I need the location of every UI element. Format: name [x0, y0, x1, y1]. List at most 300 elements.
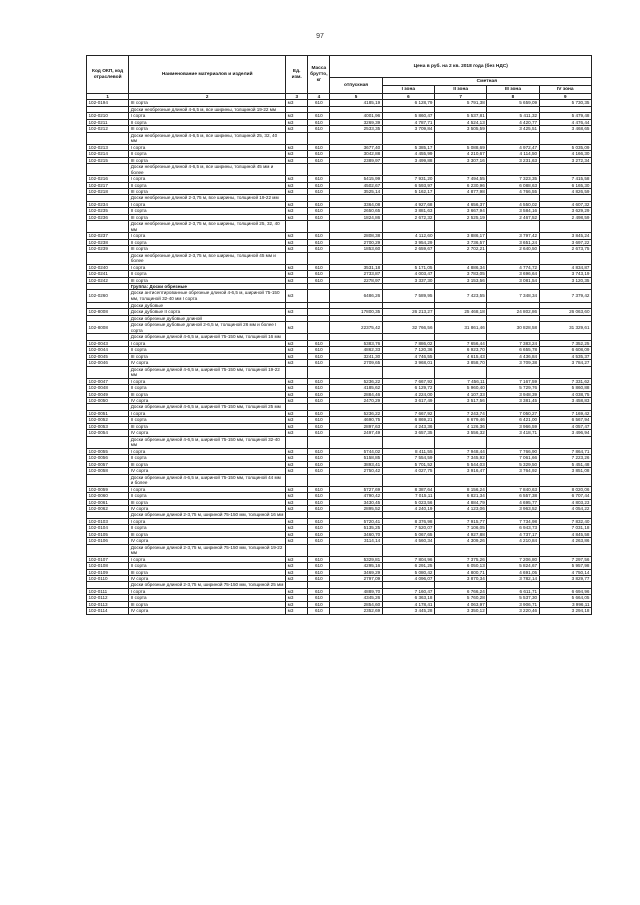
zone-2-price-cell: 2 702,21	[435, 246, 487, 252]
unit-cell: м3	[286, 176, 308, 182]
column-number: 1	[87, 94, 129, 100]
empty-cell	[308, 544, 330, 556]
code-cell: 102-0210	[87, 113, 129, 119]
zone-1-price-cell: 4 746,55	[382, 353, 434, 359]
zone-3-price-cell: 3 948,39	[487, 391, 539, 397]
unit-cell: м3	[286, 208, 308, 214]
zone-4-price-cell: 5 664,05	[539, 595, 591, 601]
zone-3-price-cell: 3 418,71	[487, 430, 539, 436]
zone-4-price-cell: 7 379,42	[539, 290, 591, 302]
release-price-cell: 2352,69	[330, 608, 382, 614]
zone-4-price-cell: 2 498,59	[539, 214, 591, 220]
mass-cell: 610	[308, 505, 330, 511]
unit-cell: м3	[286, 486, 308, 492]
empty-cell	[308, 315, 330, 322]
unit-cell: м3	[286, 385, 308, 391]
zone-3-price-cell: 5 659,09	[487, 100, 539, 106]
zone-3-price-cell: 7 383,24	[487, 341, 539, 347]
code-cell: 102-0060	[87, 493, 129, 499]
zone-3-price-cell: 3 797,42	[487, 233, 539, 239]
zone-4-price-cell: 6 165,30	[539, 182, 591, 188]
release-price-cell: 2733,87	[330, 271, 382, 277]
zone-1-price-cell: 3 657,35	[382, 430, 434, 436]
material-name-cell: Доски необрезные длиной 4-6,5 м, все ширины, толщиной 19-22 мм	[129, 106, 286, 113]
zone-1-price-cell: 5 860,47	[382, 113, 434, 119]
release-price-cell: 4502,67	[330, 182, 382, 188]
empty-cell	[286, 544, 308, 556]
mass-cell: 610	[308, 391, 330, 397]
mass-cell: 610	[308, 486, 330, 492]
release-price-cell: 1824,86	[330, 214, 382, 220]
empty-cell	[286, 315, 308, 322]
release-price-cell: 3241,30	[330, 353, 382, 359]
zone-1-price-cell: 3 617,49	[382, 398, 434, 404]
zone-3-price-cell: 7 766,90	[487, 448, 539, 454]
mass-cell: 610	[308, 525, 330, 531]
code-cell: 102-0103	[87, 518, 129, 524]
empty-cell	[487, 544, 539, 556]
zone-1-price-cell: 8 411,55	[382, 448, 434, 454]
mass-cell: 610	[308, 455, 330, 461]
material-name-cell: I сорта	[129, 341, 286, 347]
zone-3-price-cell: 4 210,84	[487, 538, 539, 544]
empty-cell	[382, 164, 434, 176]
mass-cell: 610	[308, 595, 330, 601]
table-row	[87, 608, 592, 614]
mass-cell: 610	[308, 608, 330, 614]
empty-cell	[539, 512, 591, 519]
empty-cell	[286, 436, 308, 448]
code-cell: 102-0260	[87, 290, 129, 302]
release-price-cell: 5720,41	[330, 518, 382, 524]
table-row	[87, 290, 592, 302]
code-cell: 102-0048	[87, 385, 129, 391]
code-cell: 102-0112	[87, 595, 129, 601]
material-name-cell: III сорта	[129, 157, 286, 163]
empty-cell	[539, 252, 591, 264]
code-cell: 102-0047	[87, 378, 129, 384]
subgroup-header-row	[87, 404, 592, 411]
zone-4-price-cell: 5 479,48	[539, 113, 591, 119]
release-price-cell: 2884,46	[330, 391, 382, 397]
code-cell: 102-0235	[87, 208, 129, 214]
code-cell	[87, 582, 129, 589]
code-cell	[87, 474, 129, 486]
release-price-cell: 5329,81	[330, 556, 382, 562]
empty-cell	[330, 474, 382, 486]
mass-cell: 610	[308, 264, 330, 270]
zone-3-price-cell: 3 764,92	[487, 468, 539, 474]
header-zone-4: IV зона	[539, 86, 591, 94]
empty-cell	[435, 474, 487, 486]
zone-4-price-cell: 7 169,42	[539, 411, 591, 417]
zone-2-price-cell: 7 915,77	[435, 518, 487, 524]
empty-cell	[487, 582, 539, 589]
unit-cell: м3	[286, 499, 308, 505]
material-name-cell: II сорта	[129, 525, 286, 531]
mass-cell: 610	[308, 461, 330, 467]
empty-cell	[286, 132, 308, 144]
zone-1-price-cell: 3 445,28	[382, 608, 434, 614]
code-cell	[87, 334, 129, 341]
material-name-cell: I сорта	[129, 113, 286, 119]
material-name-cell: II сорта	[129, 208, 286, 214]
mass-cell: 610	[308, 233, 330, 239]
unit-cell: м3	[286, 601, 308, 607]
zone-1-price-cell: 7 160,47	[382, 588, 434, 594]
unit-cell: м3	[286, 100, 308, 106]
release-price-cell: 2750,42	[330, 468, 382, 474]
unit-cell: м3	[286, 493, 308, 499]
subgroup-header-row	[87, 302, 592, 309]
zone-1-price-cell: 4 096,07	[382, 575, 434, 581]
material-name-cell: IV сорта	[129, 398, 286, 404]
zone-3-price-cell: 3 696,64	[487, 271, 539, 277]
unit-cell: м3	[286, 126, 308, 132]
empty-cell	[435, 195, 487, 202]
unit-cell: м3	[286, 119, 308, 125]
material-name-cell: II сорта	[129, 595, 286, 601]
empty-cell	[435, 334, 487, 341]
zone-2-price-cell: 3 858,70	[435, 360, 487, 366]
header-estimate: Сметная	[382, 78, 591, 86]
zone-3-price-cell: 6 943,73	[487, 525, 539, 531]
unit-cell: м3	[286, 309, 308, 315]
zone-2-price-cell: 3 350,12	[435, 608, 487, 614]
mass-cell: 610	[308, 430, 330, 436]
zone-3-price-cell: 4 691,05	[487, 569, 539, 575]
release-price-cell: 4862,33	[330, 347, 382, 353]
code-cell: 102-0194	[87, 100, 129, 106]
unit-cell: м3	[286, 246, 308, 252]
release-price-cell: 3469,29	[330, 569, 382, 575]
column-number: 7	[435, 94, 487, 100]
zone-1-price-cell: 3 954,29	[382, 239, 434, 245]
zone-3-price-cell: 3 651,24	[487, 239, 539, 245]
unit-cell: м3	[286, 455, 308, 461]
subgroup-header-row	[87, 544, 592, 556]
empty-cell	[382, 404, 434, 411]
material-name-cell: IV сорта	[129, 538, 286, 544]
zone-1-price-cell: 4 240,19	[382, 505, 434, 511]
empty-cell	[382, 474, 434, 486]
zone-2-price-cell: 5 544,03	[435, 461, 487, 467]
zone-3-price-cell: 7 323,35	[487, 176, 539, 182]
zone-2-price-cell: 5 760,28	[435, 595, 487, 601]
subgroup-header-row	[87, 366, 592, 378]
code-cell	[87, 544, 129, 556]
zone-3-price-cell: 3 966,59	[487, 423, 539, 429]
empty-cell	[382, 195, 434, 202]
zone-2-price-cell: 7 375,26	[435, 556, 487, 562]
code-cell: 102-0113	[87, 601, 129, 607]
zone-3-price-cell: 3 425,51	[487, 126, 539, 132]
empty-cell	[435, 544, 487, 556]
material-name-cell: Доски необрезные длиной 2-3,75 м, все ширины, толщиной 45 мм и более	[129, 252, 286, 264]
mass-cell	[308, 322, 330, 334]
unit-cell: м3	[286, 430, 308, 436]
zone-3-price-cell: 3 220,46	[487, 608, 539, 614]
zone-4-price-cell: 6 694,96	[539, 588, 591, 594]
material-name-cell: Доски обрезные длиной 2-3,75 м, шириной 75-150 мм, толщиной 25 мм	[129, 582, 286, 589]
empty-cell	[308, 436, 330, 448]
empty-cell	[539, 195, 591, 202]
code-cell: 102-0058	[87, 468, 129, 474]
release-price-cell: 5236,22	[330, 411, 382, 417]
code-cell	[87, 252, 129, 264]
empty-cell	[308, 164, 330, 176]
release-price-cell: 3677,40	[330, 144, 382, 150]
zone-4-price-cell: 3 829,77	[539, 575, 591, 581]
material-name-cell: II сорта	[129, 271, 286, 277]
zone-4-price-cell: 4 845,58	[539, 531, 591, 537]
mass-cell: 610	[308, 531, 330, 537]
code-cell: 102-0216	[87, 176, 129, 182]
code-cell: 102-0239	[87, 246, 129, 252]
empty-cell	[539, 132, 591, 144]
empty-cell	[487, 366, 539, 378]
zone-3-price-cell: 4 766,55	[487, 189, 539, 195]
subgroup-header-row	[87, 164, 592, 176]
mass-cell: 610	[308, 126, 330, 132]
zone-1-price-cell: 32 766,56	[382, 322, 434, 334]
mass-cell: 610	[308, 448, 330, 454]
unit-cell: м3	[286, 182, 308, 188]
zone-3-price-cell: 4 114,50	[487, 151, 539, 157]
zone-2-price-cell: 4 656,37	[435, 202, 487, 208]
zone-2-price-cell: 7 656,44	[435, 341, 487, 347]
zone-3-price-cell: 5 824,67	[487, 563, 539, 569]
empty-cell	[539, 221, 591, 233]
zone-1-price-cell: 8 387,64	[382, 486, 434, 492]
material-name-cell: I сорта	[129, 556, 286, 562]
zone-2-price-cell: 5 537,81	[435, 113, 487, 119]
code-cell	[87, 404, 129, 411]
zone-4-price-cell: 7 031,18	[539, 525, 591, 531]
zone-3-price-cell: 7 061,66	[487, 455, 539, 461]
zone-3-price-cell: 4 774,72	[487, 264, 539, 270]
release-price-cell: 4889,70	[330, 588, 382, 594]
mass-cell: 610	[308, 538, 330, 544]
release-price-cell: 1853,60	[330, 246, 382, 252]
zone-3-price-cell: 5 329,50	[487, 461, 539, 467]
column-number: 9	[539, 94, 591, 100]
code-cell: 102-0241	[87, 271, 129, 277]
zone-4-price-cell: 7 415,58	[539, 176, 591, 182]
zone-3-price-cell: 7 206,80	[487, 556, 539, 562]
zone-4-price-cell: 3 272,34	[539, 157, 591, 163]
release-price-cell: 3525,14	[330, 189, 382, 195]
empty-cell	[308, 404, 330, 411]
header-price-title: Цена в руб. на 2 кв. 2018 года (без НДС)	[330, 56, 592, 78]
mass-cell: 610	[308, 569, 330, 575]
zone-3-price-cell: 3 584,16	[487, 208, 539, 214]
material-name-cell: III сорта	[129, 126, 286, 132]
unit-cell: м3	[286, 538, 308, 544]
mass-cell: 610	[308, 100, 330, 106]
zone-2-price-cell: 4 800,71	[435, 569, 487, 575]
release-price-cell: 3893,41	[330, 461, 382, 467]
zone-1-price-cell: 4 243,36	[382, 423, 434, 429]
mass-cell: 610	[308, 208, 330, 214]
code-cell	[87, 302, 129, 309]
empty-cell	[308, 334, 330, 341]
zone-2-price-cell: 3 153,56	[435, 277, 487, 283]
zone-1-price-cell: 26 213,27	[382, 309, 434, 315]
column-number: 4	[308, 94, 330, 100]
release-price-cell: 22375,42	[330, 322, 382, 334]
empty-cell	[539, 404, 591, 411]
unit-cell: м3	[286, 271, 308, 277]
zone-4-price-cell: 3 468,65	[539, 126, 591, 132]
zone-2-price-cell: 4 107,33	[435, 391, 487, 397]
code-cell: 102-0108	[87, 563, 129, 569]
mass-cell: 610	[308, 239, 330, 245]
zone-3-price-cell: 2 467,52	[487, 214, 539, 220]
material-name-cell: Доски обрезные длиной 2-3,75 м, шириной 75-150 мм, толщиной 19-22 мм	[129, 544, 286, 556]
mass-cell: 610	[308, 601, 330, 607]
subgroup-header-row	[87, 132, 592, 144]
zone-1-price-cell: 5 080,42	[382, 569, 434, 575]
subgroup-header-row	[87, 221, 592, 233]
zone-2-price-cell: 7 456,11	[435, 378, 487, 384]
zone-2-price-cell: 31 861,46	[435, 322, 487, 334]
zone-1-price-cell: 4 455,99	[382, 151, 434, 157]
unit-cell: м3	[286, 575, 308, 581]
empty-cell	[330, 436, 382, 448]
material-name-cell: II сорта	[129, 563, 286, 569]
subgroup-header-row	[87, 106, 592, 113]
material-name-cell: Доски антисептированные обрезные длиной 4-6,5 м, шириной 75-150 мм, толщиной 32-40 мм I сорта	[129, 290, 286, 302]
unit-cell: м3	[286, 239, 308, 245]
subgroup-header-row	[87, 474, 592, 486]
unit-cell: м3	[286, 398, 308, 404]
unit-cell: м3	[286, 563, 308, 569]
release-price-cell: 2470,29	[330, 398, 382, 404]
zone-1-price-cell: 5 067,65	[382, 531, 434, 537]
empty-cell	[286, 252, 308, 264]
release-price-cell: 4690,75	[330, 417, 382, 423]
unit-cell: м3	[286, 595, 308, 601]
zone-2-price-cell: 3 916,47	[435, 468, 487, 474]
release-price-cell: 5158,85	[330, 455, 382, 461]
code-cell	[87, 195, 129, 202]
empty-cell	[435, 164, 487, 176]
zone-4-price-cell: 3 845,24	[539, 233, 591, 239]
material-name-cell: III сорта	[129, 214, 286, 220]
zone-4-price-cell: 3 851,08	[539, 468, 591, 474]
zone-1-price-cell: 2 672,32	[382, 214, 434, 220]
material-name-cell: III сорта	[129, 531, 286, 537]
unit-cell: м3	[286, 417, 308, 423]
subgroup-header-row	[87, 252, 592, 264]
empty-cell	[382, 315, 434, 322]
mass-cell: 610	[308, 271, 330, 277]
zone-3-price-cell: 5 411,32	[487, 113, 539, 119]
mass-cell: 610	[308, 493, 330, 499]
empty-cell	[308, 221, 330, 233]
zone-3-price-cell: 7 734,98	[487, 518, 539, 524]
empty-cell	[382, 544, 434, 556]
unit-cell: м3	[286, 461, 308, 467]
material-name-cell: III сорта	[129, 601, 286, 607]
zone-3-price-cell: 5 729,76	[487, 385, 539, 391]
code-cell: 102-0055	[87, 448, 129, 454]
zone-4-price-cell: 5 451,48	[539, 461, 591, 467]
code-cell: 102-0043	[87, 341, 129, 347]
zone-1-price-cell: 7 931,20	[382, 176, 434, 182]
release-price-cell: 2497,49	[330, 430, 382, 436]
header-zone-1: I зона	[382, 86, 434, 94]
unit-cell: м3	[286, 353, 308, 359]
code-cell	[87, 436, 129, 448]
zone-4-price-cell: 3 294,18	[539, 608, 591, 614]
empty-cell	[435, 132, 487, 144]
material-name-cell: Доски обрезные длиной 4-6,5 м, шириной 75-150 мм, толщиной 25 мм	[129, 404, 286, 411]
zone-4-price-cell: 7 223,26	[539, 455, 591, 461]
empty-cell	[330, 512, 382, 519]
unit-cell: м3	[286, 322, 308, 334]
release-price-cell: 17800,35	[330, 309, 382, 315]
zone-4-price-cell: 6 707,44	[539, 493, 591, 499]
empty-cell	[286, 195, 308, 202]
unit-cell: м3	[286, 378, 308, 384]
empty-cell	[330, 315, 382, 322]
zone-4-price-cell: 5 730,35	[539, 100, 591, 106]
empty-cell	[539, 544, 591, 556]
code-cell: 102-0111	[87, 588, 129, 594]
empty-cell	[308, 512, 330, 519]
release-price-cell: 4345,26	[330, 595, 382, 601]
material-name-cell: Доски обрезные длиной 4-6,5 м, шириной 75-150 мм, толщиной 32-40 мм	[129, 436, 286, 448]
empty-cell	[382, 132, 434, 144]
empty-cell	[286, 106, 308, 113]
empty-cell	[382, 221, 434, 233]
release-price-cell: 5727,69	[330, 486, 382, 492]
page-number: 97	[316, 33, 324, 40]
empty-cell	[487, 164, 539, 176]
zone-3-price-cell: 6 655,78	[487, 347, 539, 353]
empty-cell	[330, 334, 382, 341]
zone-4-price-cell: 5 035,09	[539, 144, 591, 150]
price-table-body	[87, 100, 592, 614]
subgroup-header-row	[87, 195, 592, 202]
zone-2-price-cell: 6 679,46	[435, 417, 487, 423]
mass-cell: 610	[308, 176, 330, 182]
code-cell: 102-0104	[87, 525, 129, 531]
release-price-cell: 2709,65	[330, 360, 382, 366]
empty-cell	[286, 512, 308, 519]
empty-cell	[435, 302, 487, 309]
zone-4-price-cell: 31 329,61	[539, 322, 591, 334]
mass-cell: 610	[308, 246, 330, 252]
empty-cell	[487, 221, 539, 233]
unit-cell: м3	[286, 531, 308, 537]
unit-cell: м3	[286, 569, 308, 575]
column-number: 5	[330, 94, 382, 100]
zone-4-price-cell: 4 826,59	[539, 189, 591, 195]
zone-1-price-cell: 6 128,79	[382, 100, 434, 106]
material-name-cell: II сорта	[129, 385, 286, 391]
mass-cell: 610	[308, 360, 330, 366]
code-cell: 102-0107	[87, 556, 129, 562]
empty-cell	[308, 132, 330, 144]
unit-cell: м3	[286, 113, 308, 119]
zone-2-price-cell: 5 088,69	[435, 144, 487, 150]
empty-cell	[330, 404, 382, 411]
header-code: Код ОКП, код отраслевой	[87, 56, 129, 94]
material-name-cell: I сорта	[129, 448, 286, 454]
